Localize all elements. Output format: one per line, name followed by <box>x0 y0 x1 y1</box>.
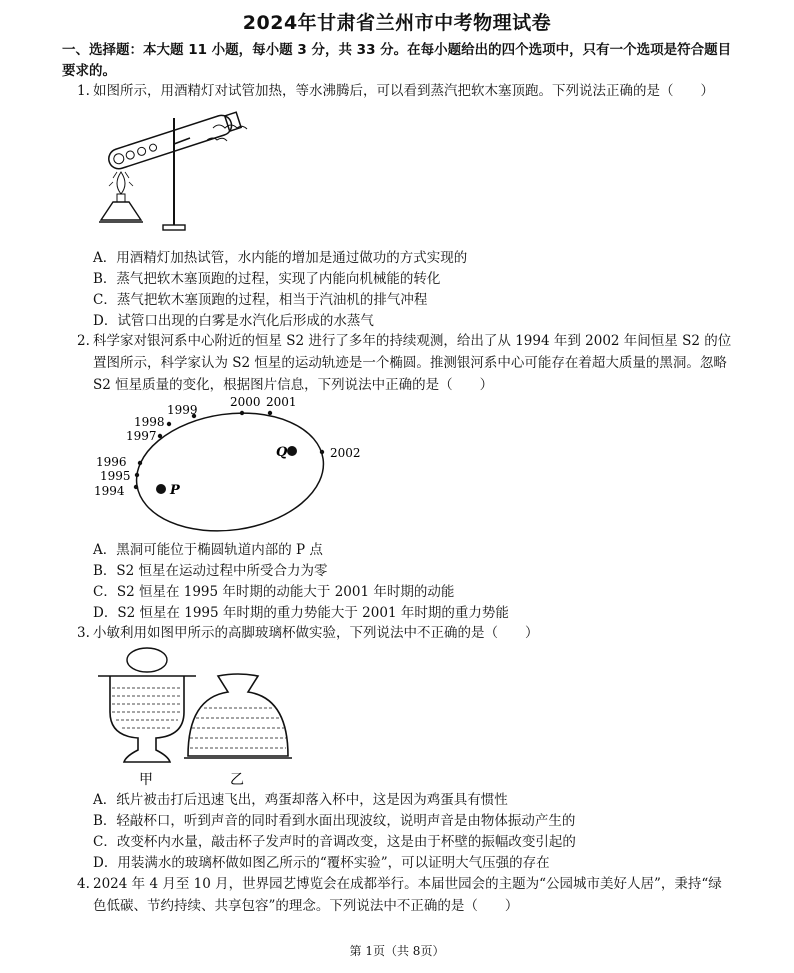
orbit-point-1997 <box>158 434 162 438</box>
option-3b: B．轻敲杯口，听到声音的同时看到水面出现波纹，说明声音是由物体振动产生的 <box>93 813 576 829</box>
question-number: 4. <box>77 876 90 892</box>
option-2a: A．黑洞可能位于椭圆轨道内部的 P 点 <box>93 542 323 558</box>
question-2 <box>77 330 741 396</box>
page-footer: 第 1页（共 8页） <box>349 944 445 958</box>
question-3 <box>77 622 733 644</box>
option-3d: D．用装满水的玻璃杯做如图乙所示的“覆杯实验”，可以证明大气压强的存在 <box>93 855 550 871</box>
orbit-point-2001 <box>268 411 272 415</box>
question-number: 3. <box>77 625 90 641</box>
page-title: 2024年甘肃省兰州市中考物理试卷 <box>242 12 552 34</box>
egg-shape <box>127 648 167 672</box>
option-3a: A．纸片被击打后迅速飞出，鸡蛋却落入杯中，这是因为鸡蛋具有惯性 <box>93 792 508 808</box>
year-label-2002: 2002 <box>330 446 361 460</box>
option-2c: C．S2 恒星在 1995 年时期的动能大于 2001 年时期的动能 <box>93 584 455 600</box>
option-1d: D．试管口出现的白雾是水汽化后形成的水蒸气 <box>93 313 374 329</box>
option-2b: B．S2 恒星在运动过程中所受合力为零 <box>93 563 328 579</box>
year-label-1998: 1998 <box>134 415 165 429</box>
question-stem: 小敏利用如图甲所示的高脚玻璃杯做实验，下列说法中不正确的是（ ） <box>93 625 539 641</box>
question-number: 2. <box>77 333 90 349</box>
figure-label-jia: 甲 <box>139 772 153 788</box>
question-4 <box>77 873 733 917</box>
figure-label-yi: 乙 <box>230 772 244 788</box>
point-p-label: P <box>170 483 180 498</box>
option-1c: C．蒸气把软木塞顶跑的过程，相当于汽油机的排气冲程 <box>93 292 428 308</box>
orbit-point-2000 <box>240 411 244 415</box>
option-2d: D．S2 恒星在 1995 年时期的重力势能大于 2001 年时期的重力势能 <box>93 605 509 621</box>
year-label-1995: 1995 <box>100 469 131 483</box>
option-1a: A．用酒精灯加热试管，水内能的增加是通过做功的方式实现的 <box>93 250 468 266</box>
orbit-figure <box>90 396 370 536</box>
question-number: 1. <box>77 83 90 99</box>
year-label-1999: 1999 <box>167 403 198 417</box>
question-1 <box>77 80 733 102</box>
year-label-1994: 1994 <box>94 484 125 498</box>
orbit-point-1996 <box>138 461 142 465</box>
goblet-figure <box>92 646 302 788</box>
year-label-1997: 1997 <box>126 429 157 443</box>
boiling-tube-figure <box>95 108 255 238</box>
year-label-1996: 1996 <box>96 455 127 469</box>
question-stem: 如图所示，用酒精灯对试管加热，等水沸腾后，可以看到蒸汽把软木塞顶跑。下列说法正确的是（ ） <box>93 83 714 99</box>
point-q-marker <box>287 446 297 456</box>
question-stem: 科学家对银河系中心附近的恒星 S2 进行了多年的持续观测，给出了从 1994 年到 2002 年间恒星 S2 的位置图所示，科学家认为 S2 恒星的运动轨迹是一个椭圆。推测银河系中心可能存在着超大质量的黑洞。忽略 S2 恒星质量的变化，根据图片信息，下列说法中正确的是（ ） <box>93 333 732 393</box>
question-stem: 2024 年 4 月至 10 月，世界园艺博览会在成都举行。本届世园会的主题为“公园城市美好人居”，秉持“绿色低碳、节约持续、共享包容”的理念。下列说法中不正确的是（ ） <box>93 876 722 914</box>
year-label-2000: 2000 <box>230 396 261 409</box>
orbit-point-1994 <box>134 485 138 489</box>
orbit-point-1998 <box>167 422 171 426</box>
point-q-label: Q <box>276 445 288 460</box>
year-label-2001: 2001 <box>266 396 297 409</box>
section-heading: 一、选择题：本大题 11 小题，每小题 3 分，共 33 分。在每小题给出的四个选项中，只有一个选项是符合题目要求的。 <box>62 42 732 79</box>
option-3c: C．改变杯内水量，敲击杯子发声时的音调改变，这是由于杯壁的振幅改变引起的 <box>93 834 576 850</box>
orbit-point-1995 <box>135 473 139 477</box>
point-p-marker <box>156 484 166 494</box>
orbit-point-2002 <box>320 450 324 454</box>
option-1b: B．蒸气把软木塞顶跑的过程，实现了内能向机械能的转化 <box>93 271 441 287</box>
